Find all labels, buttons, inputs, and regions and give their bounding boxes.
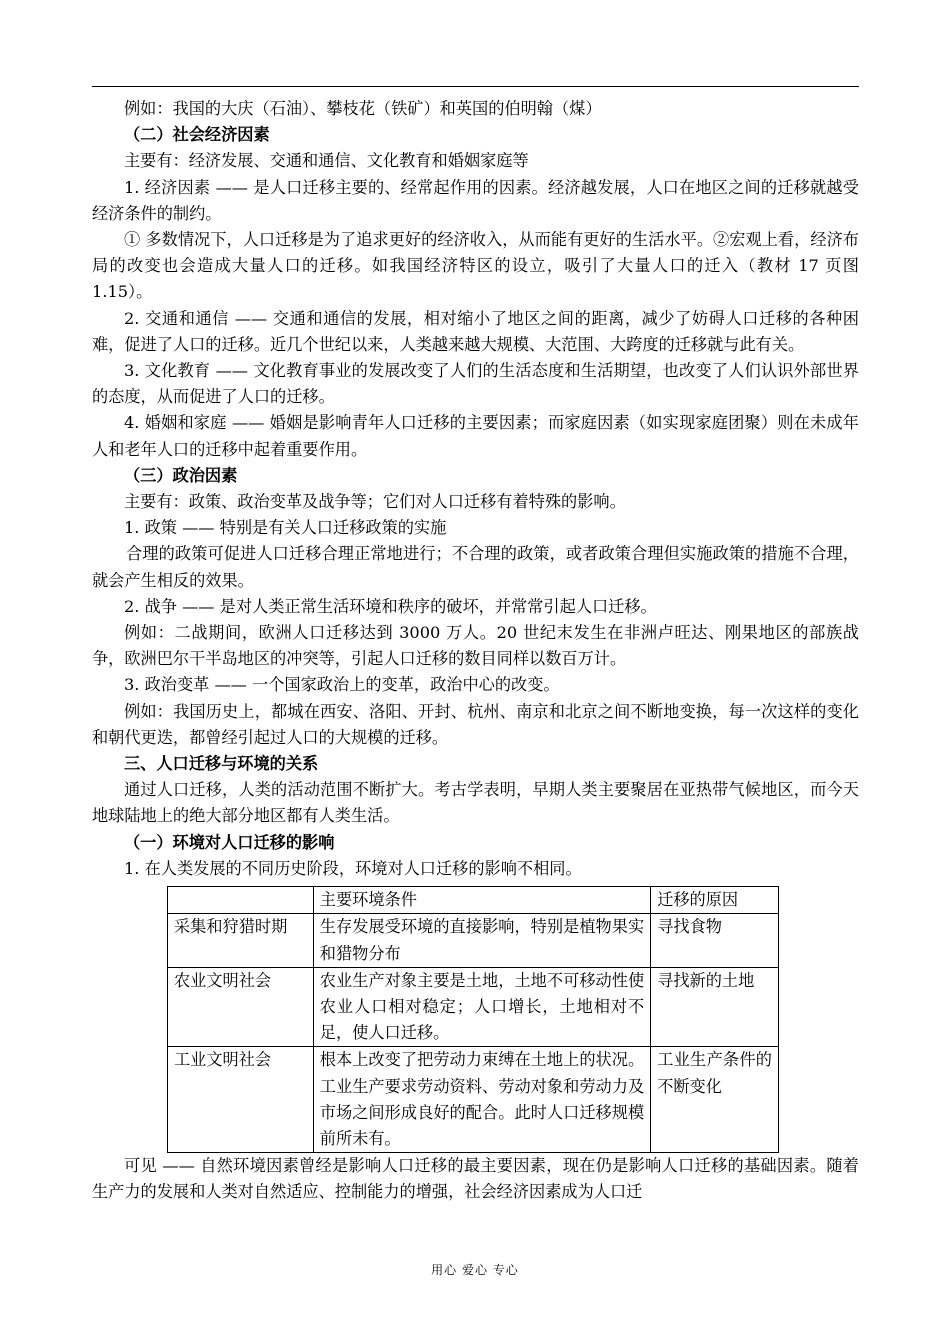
table-cell-period: 农业文明社会 xyxy=(168,967,314,1047)
table-header-cell: 迁移的原因 xyxy=(651,887,779,914)
heading-social-economic: （二）社会经济因素 xyxy=(124,125,270,145)
page-footer: 用心 爱心 专心 xyxy=(431,1263,519,1277)
paragraph-example-resources: 例如：我国的大庆（石油）、攀枝花（铁矿）和英国的伯明翰（煤） xyxy=(124,99,602,118)
table-cell-period: 采集和狩猎时期 xyxy=(168,914,314,967)
paragraph-marriage: 4. 婚姻和家庭 —— 婚姻是影响青年人口迁移的主要因素；而家庭因素（如实现家庭团聚）则在未成年人和老年人口的迁移中起着重要作用。 xyxy=(92,413,859,459)
paragraph-political-change: 3. 政治变革 —— 一个国家政治上的变革，政治中心的改变。 xyxy=(124,675,560,695)
table-cell-reason: 寻找新的土地 xyxy=(651,967,779,1047)
paragraph-policy: 1. 政策 —— 特别是有关人口迁移政策的实施 xyxy=(124,518,447,538)
table-cell-condition: 生存发展受环境的直接影响，特别是植物果实和猎物分布 xyxy=(313,914,650,967)
environment-table xyxy=(167,886,779,1153)
document-body xyxy=(92,96,859,1206)
paragraph-conclusion: 可见 —— 自然环境因素曾经是影响人口迁移的最主要因素，现在仍是影响人口迁移的基础因素。随着生产力的发展和人类对自然适应、控制能力的增强，社会经济因素成为人口迁 xyxy=(92,1156,859,1202)
heading-political: （三）政治因素 xyxy=(124,465,238,485)
paragraph-env-point1: 1. 在人类发展的不同历史阶段，环境对人口迁移的影响不相同。 xyxy=(124,858,582,878)
table-row xyxy=(168,1047,779,1153)
paragraph-policy-detail: 合理的政策可促进人口迁移合理正常地进行；不合理的政策，或者政策合理但实施政策的措施不合理，就会产生相反的效果。 xyxy=(92,544,859,590)
table-cell-reason: 工业生产条件的不断变化 xyxy=(651,1047,779,1153)
heading-env-impact: （一）环境对人口迁移的影响 xyxy=(124,832,335,852)
table-cell-period: 工业文明社会 xyxy=(168,1047,314,1153)
paragraph-war-example: 例如：二战期间，欧洲人口迁移达到 3000 万人。20 世纪末发生在非洲卢旺达、刚果地区的部族战争，欧洲巴尔干半岛地区的冲突等，引起人口迁移的数目同样以数百万计。 xyxy=(92,623,859,669)
paragraph-political-main: 主要有：政策、政治变革及战争等；它们对人口迁移有着特殊的影响。 xyxy=(124,492,626,512)
table-row xyxy=(168,967,779,1047)
table-header-row xyxy=(168,887,779,914)
paragraph-education: 3. 文化教育 —— 文化教育事业的发展改变了人们的生活态度和生活期望，也改变了人们认识外部世界的态度，从而促进了人口的迁移。 xyxy=(92,361,859,407)
table-header-cell xyxy=(168,887,314,914)
paragraph-political-change-example: 例如：我国历史上，都城在西安、洛阳、开封、杭州、南京和北京之间不断地变换，每一次这样的变化和朝代更迭，都曾经引起过人口的大规模的迁移。 xyxy=(92,701,859,747)
table-cell-condition: 农业生产对象主要是土地，土地不可移动性使农业人口相对稳定；人口增长，土地相对不足，使人口迁移。 xyxy=(313,967,650,1047)
paragraph-economic-detail: ① 多数情况下，人口迁移是为了追求更好的经济收入，从而能有更好的生活水平。②宏观上看，经济布局的改变也会造成大量人口的迁移。如我国经济特区的设立，吸引了大量人口的迁入（教材 17 页图 1.15）。 xyxy=(92,230,859,302)
paragraph-transport: 2. 交通和通信 —— 交通和通信的发展，相对缩小了地区之间的距离，减少了妨碍人口迁移的各种困难，促进了人口的迁移。近几个世纪以来，人类越来越大规模、大范围、大跨度的迁移就与此有关。 xyxy=(92,308,859,354)
heading-section-three: 三、人口迁移与环境的关系 xyxy=(124,754,319,774)
header-rule xyxy=(92,86,859,87)
table-cell-condition: 根本上改变了把劳动力束缚在土地上的状况。工业生产要求劳动资料、劳动对象和劳动力及市场之间形成良好的配合。此时人口迁移规模前所未有。 xyxy=(313,1047,650,1153)
paragraph-social-main: 主要有：经济发展、交通和通信、文化教育和婚姻家庭等 xyxy=(124,151,529,171)
table-row xyxy=(168,914,779,967)
table-cell-reason: 寻找食物 xyxy=(651,914,779,967)
paragraph-war: 2. 战争 —— 是对人类正常生活环境和秩序的破坏，并常常引起人口迁移。 xyxy=(124,596,657,616)
table-header-cell: 主要环境条件 xyxy=(313,887,650,914)
paragraph-economic-factor: 1. 经济因素 —— 是人口迁移主要的、经常起作用的因素。经济越发展，人口在地区之间的迁移就越受经济条件的制约。 xyxy=(92,177,859,223)
paragraph-intro-three: 通过人口迁移，人类的活动范围不断扩大。考古学表明，早期人类主要聚居在亚热带气候地区，而今天地球陆地上的绝大部分地区都有人类生活。 xyxy=(92,780,859,826)
